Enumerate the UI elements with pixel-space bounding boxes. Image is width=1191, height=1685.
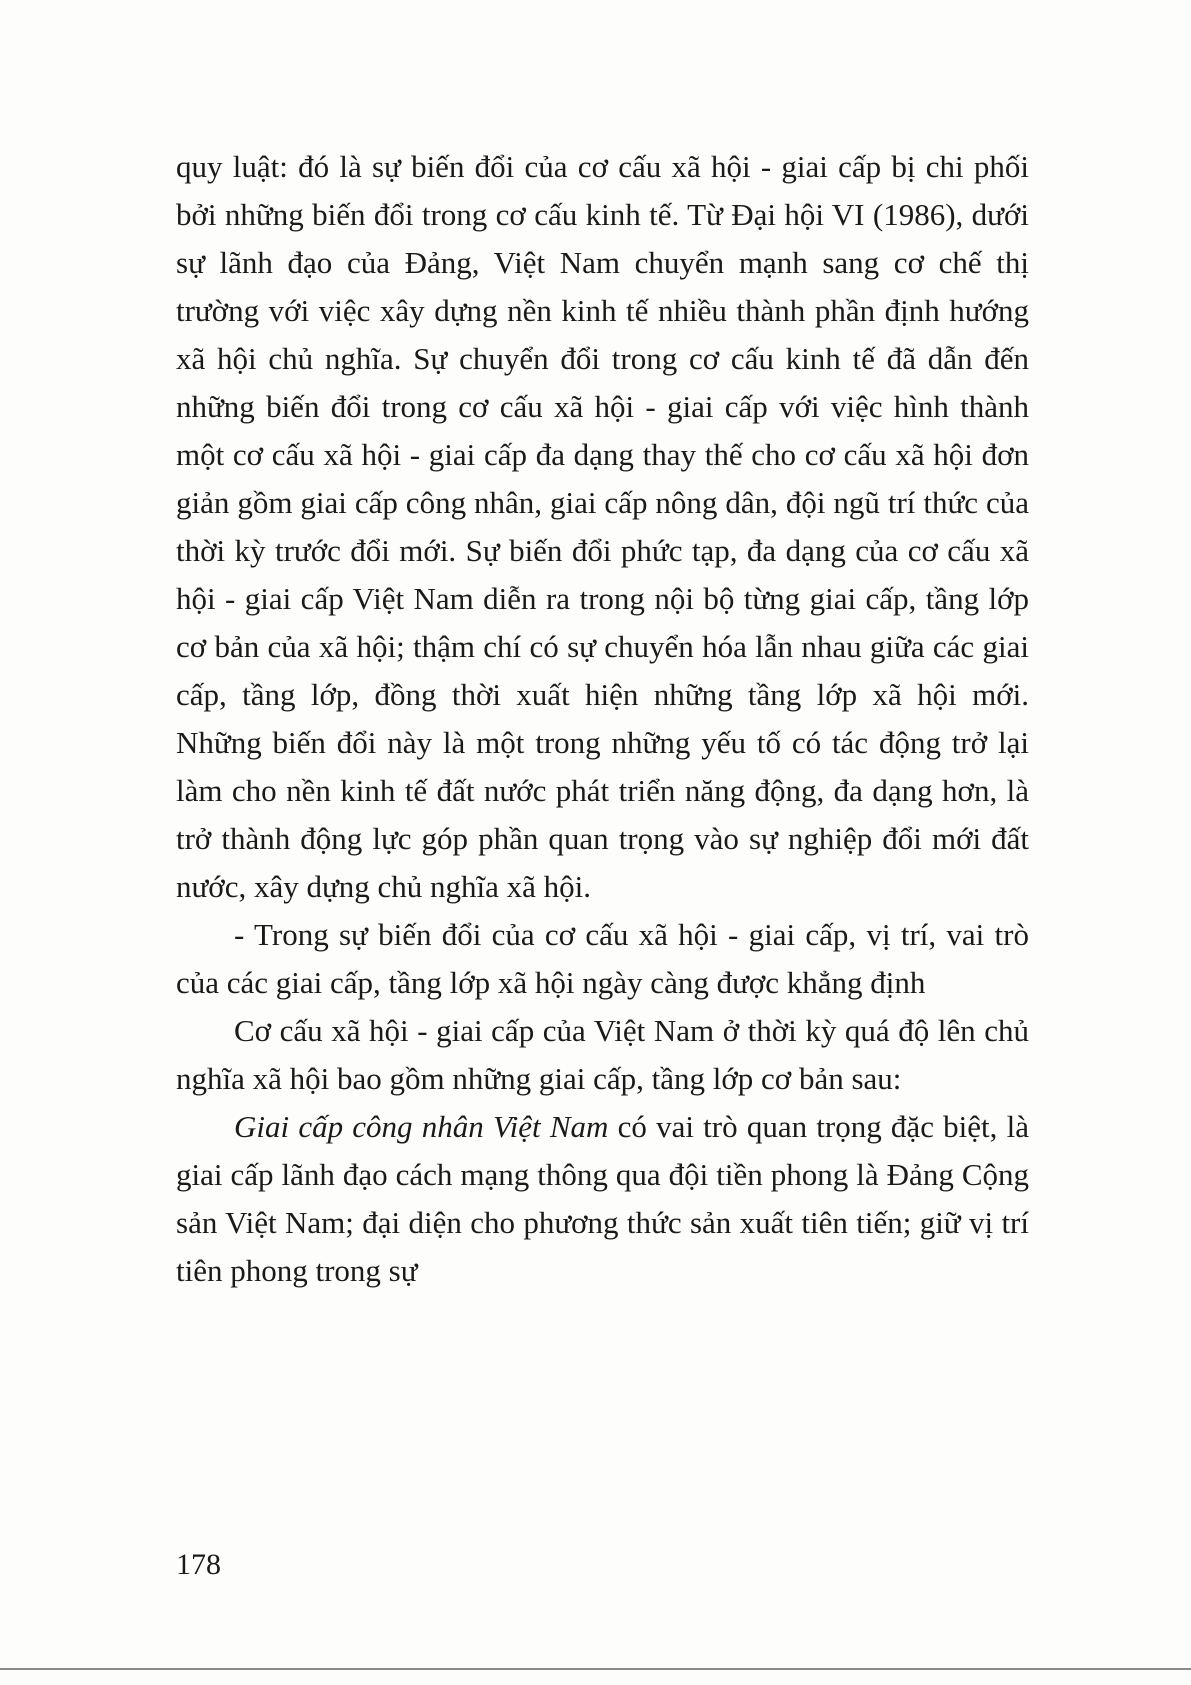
paragraph-2: - Trong sự biến đổi của cơ cấu xã hội - giai cấp, vị trí, vai trò của các giai cấp, tầng lớp xã hội ngày càng được khẳng định — [176, 917, 1029, 1000]
body-text — [176, 143, 1029, 1295]
paragraph-1: quy luật: đó là sự biến đổi của cơ cấu xã hội - giai cấp bị chi phối bởi những biến đổi trong cơ cấu kinh tế. Từ Đại hội VI (1986), dưới sự lãnh đạo của Đảng, Việt Nam chuyển mạnh sang cơ chế thị trường với việc xây dựng nền kinh tế nhiều thành phần định hướng xã hội chủ nghĩa. Sự chuyển đổi trong cơ cấu kinh tế đã dẫn đến những biến đổi trong cơ cấu xã hội - giai cấp với việc hình thành một cơ cấu xã hội - giai cấp đa dạng thay thế cho cơ cấu xã hội đơn giản gồm giai cấp công nhân, giai cấp nông dân, đội ngũ trí thức của thời kỳ trước đổi mới. Sự biến đổi phức tạp, đa dạng của cơ cấu xã hội - giai cấp Việt Nam diễn ra trong nội bộ từng giai cấp, tầng lớp cơ bản của xã hội; thậm chí có sự chuyển hóa lẫn nhau giữa các giai cấp, tầng lớp, đồng thời xuất hiện những tầng lớp xã hội mới. Những biến đổi này là một trong những yếu tố có tác động trở lại làm cho nền kinh tế đất nước phát triển năng động, đa dạng hơn, là trở thành động lực góp phần quan trọng vào sự nghiệp đổi mới đất nước, xây dựng chủ nghĩa xã hội. — [176, 149, 1029, 904]
paragraph-3: Cơ cấu xã hội - giai cấp của Việt Nam ở thời kỳ quá độ lên chủ nghĩa xã hội bao gồm những giai cấp, tầng lớp cơ bản sau: — [176, 1013, 1029, 1096]
paragraph-4-text: có vai trò quan trọng đặc biệt, là giai cấp lãnh đạo cách mạng thông qua đội tiền phong là Đảng Cộng sản Việt Nam; đại diện cho phương thức sản xuất tiên tiến; giữ vị trí tiên phong trong sự — [176, 1109, 1029, 1288]
paragraph-4 — [176, 1103, 1029, 1295]
page-number: 178 — [176, 1548, 221, 1581]
bottom-rule — [0, 1668, 1191, 1670]
paragraph-4-italic-term: Giai cấp công nhân Việt Nam — [234, 1109, 609, 1144]
